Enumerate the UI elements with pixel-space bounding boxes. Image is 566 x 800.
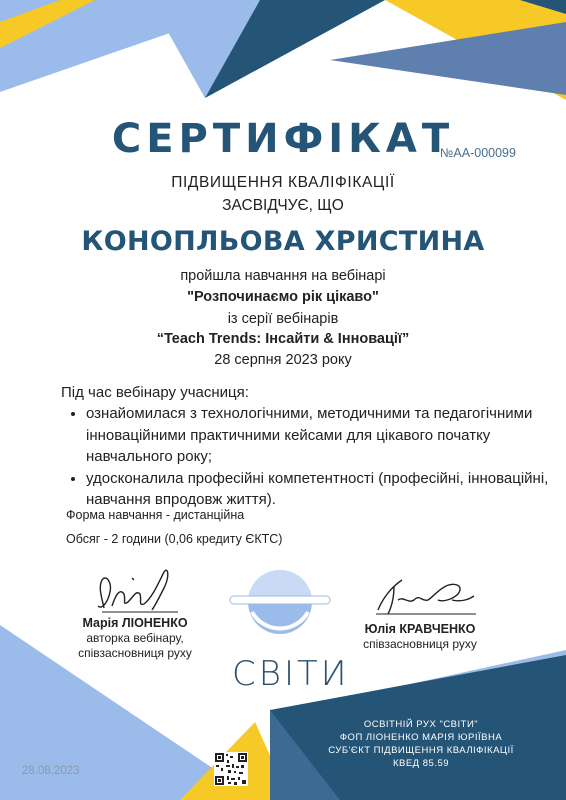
list-item: • ознайомилася з технологічними, методичними та педагогічними інноваційними практичними кейсами для цікавого початку навчального року; bbox=[86, 403, 556, 468]
event-date: 28 серпня 2023 року bbox=[214, 352, 352, 368]
achievement-list bbox=[68, 403, 556, 511]
attests-text: ЗАСВІДЧУЄ, ЩО bbox=[222, 197, 344, 214]
list-item: • удосконалила професійні компетентності (професійні, інноваційні, навчання впродовж життя). bbox=[86, 468, 556, 511]
footer-org-info bbox=[276, 718, 566, 770]
series-text: із серії вебінарів bbox=[227, 311, 339, 327]
webinar-title: "Розпочинаємо рік цікаво" bbox=[187, 289, 379, 305]
footer-line: ФОП ЛІОНЕНКО МАРІЯ ЮРІЇВНА bbox=[339, 732, 503, 743]
signatory-right-name: Юлія КРАВЧЕНКО bbox=[364, 622, 476, 636]
certificate-title: СЕРТИФІКАТ bbox=[111, 116, 455, 162]
brand-logo-text: СВІТИ bbox=[232, 654, 350, 694]
signatory-left bbox=[55, 616, 215, 661]
recipient-name: КОНОПЛЬОВА ХРИСТИНА bbox=[81, 226, 485, 257]
signatory-left-name: Марія ЛІОНЕНКО bbox=[82, 616, 188, 630]
study-volume: Обсяг - 2 години (0,06 кредиту ЄКТС) bbox=[66, 532, 283, 546]
study-form: Форма навчання - дистанційна bbox=[66, 508, 245, 522]
footer-line: КВЕД 85.59 bbox=[392, 758, 450, 769]
certificate-number: №АА-000099 bbox=[440, 146, 516, 160]
planet-logo-icon bbox=[226, 562, 334, 642]
signatory-left-role-2: співзасновниця руху bbox=[78, 646, 192, 660]
footer-line: СУБ'ЄКТ ПІДВИЩЕННЯ КВАЛІФІКАЦІЇ bbox=[328, 745, 514, 756]
signature-right-icon bbox=[368, 570, 478, 620]
body-intro: Під час вебінару учасниця: bbox=[61, 384, 249, 401]
signature-left-icon bbox=[72, 558, 182, 618]
qr-code-icon bbox=[214, 752, 248, 786]
series-title: “Teach Trends: Інсайти & Інновації” bbox=[156, 331, 410, 347]
signatory-right-role: співзасновниця руху bbox=[363, 637, 477, 651]
signatory-left-role: авторка вебінару, bbox=[86, 631, 184, 645]
signatory-right bbox=[335, 622, 505, 652]
footer-line: ОСВІТНІЙ РУХ "СВІТИ" bbox=[363, 719, 479, 730]
certificate-subtitle: ПІДВИЩЕННЯ КВАЛІФІКАЦІЇ bbox=[171, 174, 395, 191]
completed-text: пройшла навчання на вебінарі bbox=[180, 268, 386, 284]
issue-date: 28.08.2023 bbox=[22, 765, 80, 777]
